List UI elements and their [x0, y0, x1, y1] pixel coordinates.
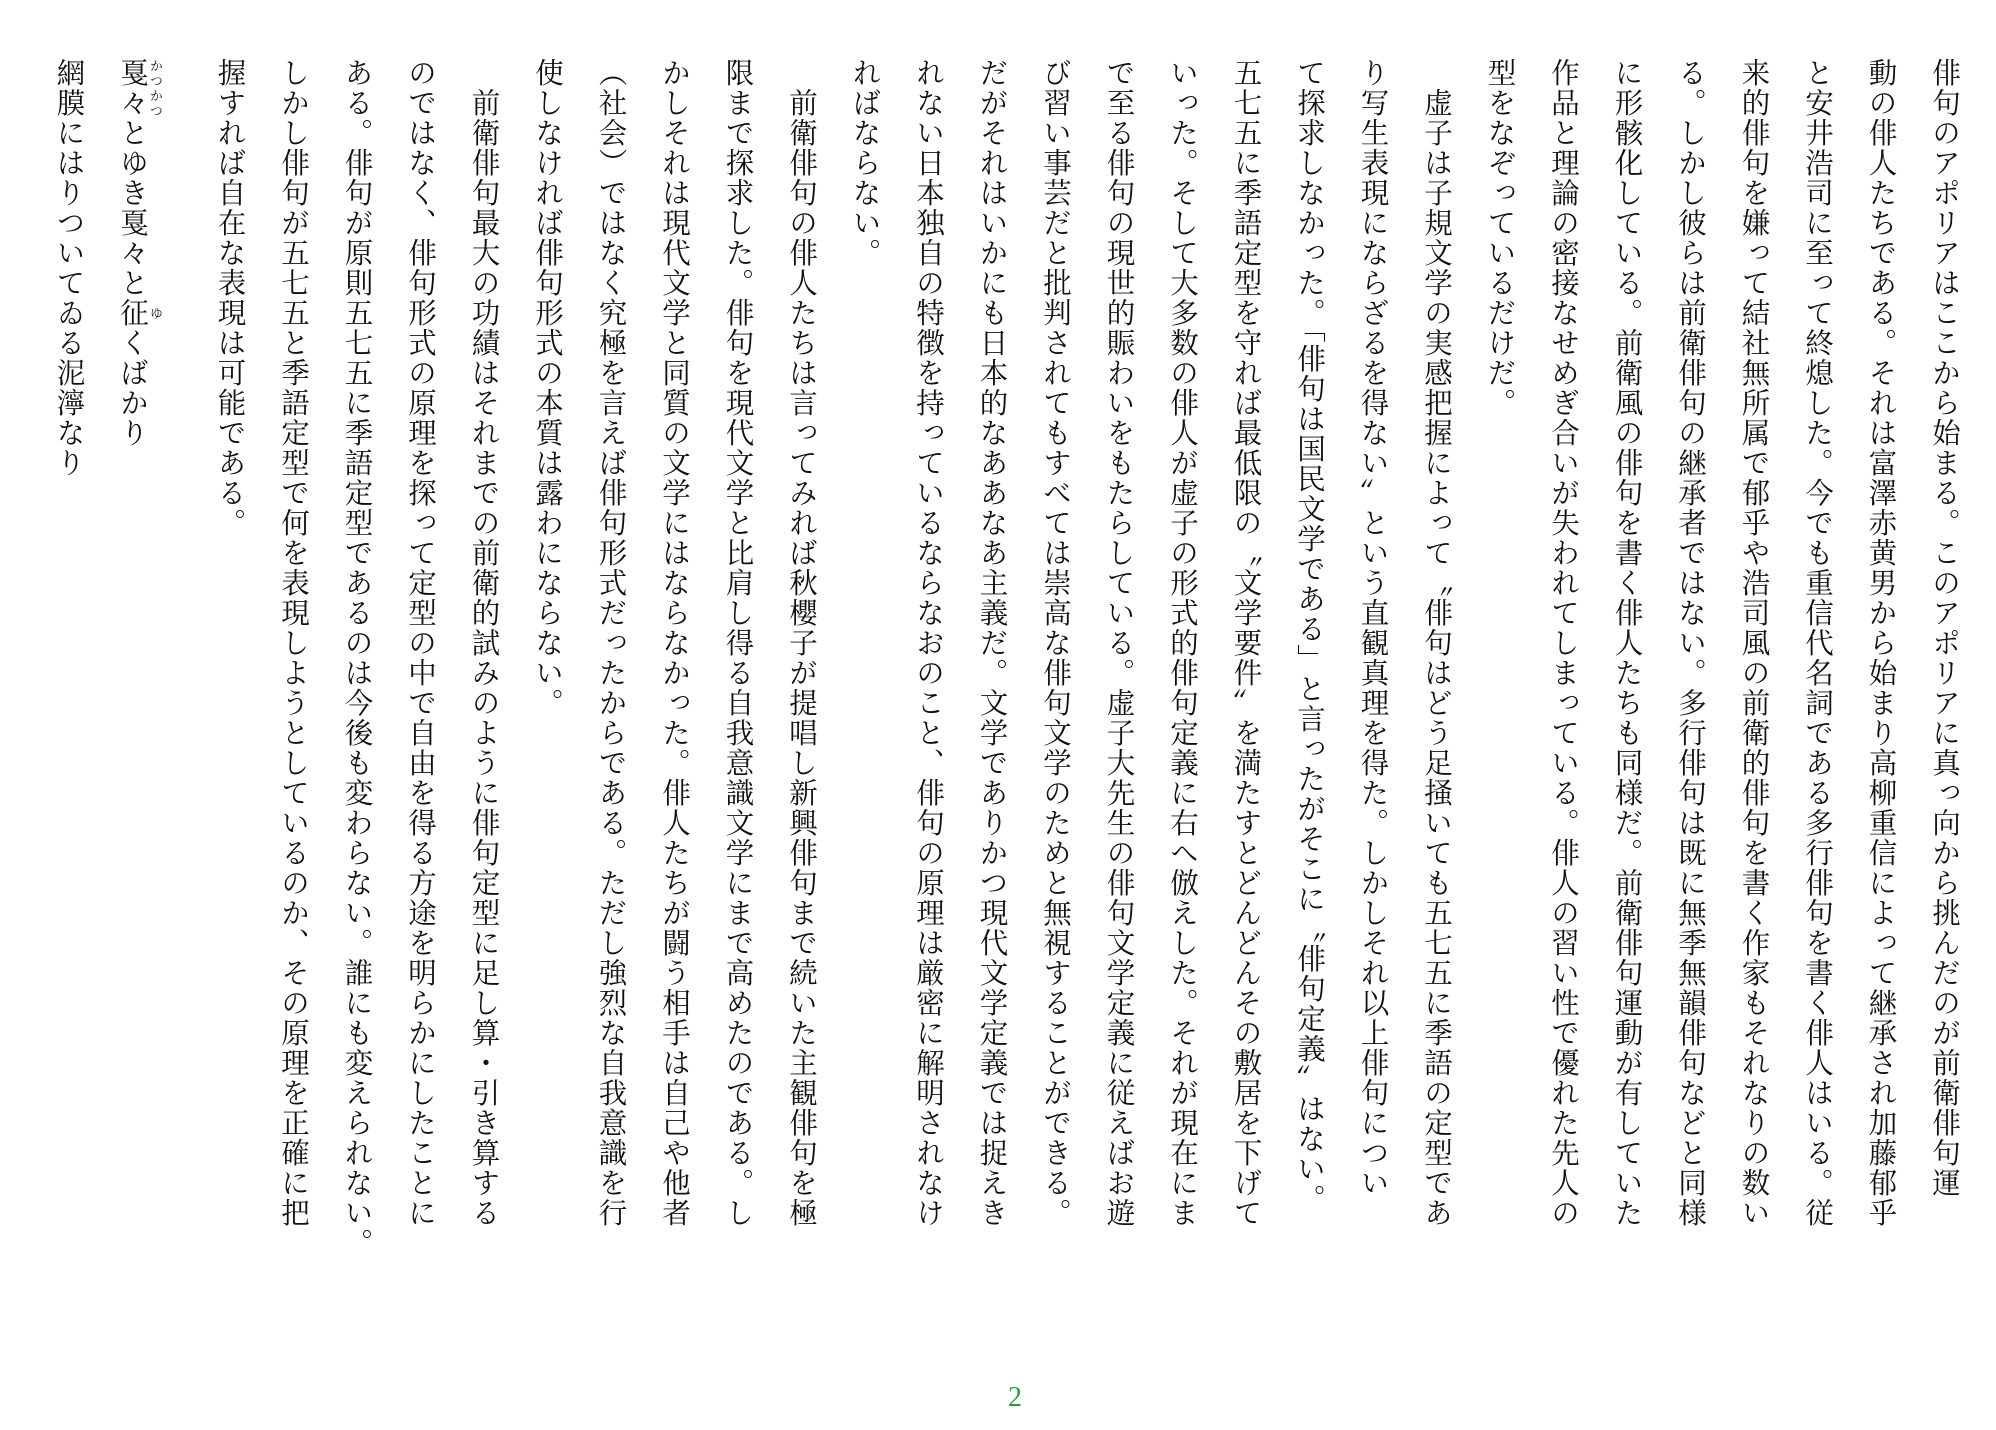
text-line: ある。俳句が原則五七五に季語定型であるのは今後も変わらない。誰にも変えられない。: [340, 58, 374, 1258]
page-number: 2: [1008, 1382, 1022, 1413]
text-line: だがそれはいかにも日本的なああなあ主義だ。文学でありかつ現代文学定義では捉えき: [975, 58, 1009, 1228]
ruby-text: ゆ: [147, 298, 162, 328]
text-line: に形骸化している。前衛風の俳句を書く俳人たちも同様だ。前衛俳句運動が有していた: [1610, 58, 1644, 1228]
ruby-katsukatsu: [116, 58, 162, 118]
text-line: で至る俳句の現世的賑わいをもたらしている。虚子大先生の俳句文学定義に従えばお遊: [1102, 58, 1136, 1228]
ruby-yuku: [116, 298, 162, 328]
text-line: り写生表現にならざるを得ない〟という直観真理を得た。しかしそれ以上俳句につい: [1356, 58, 1390, 1198]
text-line: 作品と理論の密接なせめぎ合いが失われてしまっている。俳人の習い性で優れた先人の: [1547, 58, 1580, 1228]
vertical-text-body: [37, 58, 1976, 1388]
text-line: かしそれは現代文学と同質の文学にはならなかった。俳人たちが闘う相手は自己や他者: [658, 58, 691, 1228]
text-line: のではなく、俳句形式の原理を探って定型の中で自由を得る方途を明らかにしたことに: [404, 58, 437, 1228]
ruby-base: 征: [116, 298, 149, 328]
text-line: 来的俳句を嫌って結社無所属で郁乎や浩司風の前衛的俳句を書く作家もそれなりの数い: [1737, 58, 1771, 1228]
text-line: と安井浩司に至って終熄した。今でも重信代名詞である多行俳句を書く俳人はいる。従: [1801, 58, 1834, 1228]
text-line: 限まで探求した。俳句を現代文学と比肩し得る自我意識文学にまで高めたのである。し: [721, 58, 755, 1228]
text-line: （社会）ではなく究極を言えば俳句形式だったからである。ただし強烈な自我意識を行: [594, 58, 628, 1228]
text-line: る。しかし彼らは前衛俳句の継承者ではない。多行俳句は既に無季無韻俳句などと同様: [1674, 58, 1707, 1228]
ruby-text: かつかつ: [147, 58, 162, 118]
haiku-line-2: 網膜にはりついてゐる泥濘なり: [52, 58, 86, 478]
text-line: て探求しなかった。「俳句は国民文学である」と言ったがそこに〝俳句定義〟はない。: [1293, 58, 1326, 1214]
text-line: 動の俳人たちである。それは富澤赤黄男から始まり高柳重信によって継承され加藤郁乎: [1864, 58, 1898, 1228]
text-line: 俳句のアポリアはここから始まる。このアポリアに真っ向から挑んだのが前衛俳句運: [1928, 58, 1961, 1198]
text-line: 前衛俳句最大の功績はそれまでの前衛的試みのように俳句定型に足し算・引き算する: [467, 58, 501, 1228]
text-line: 前衛俳句の俳人たちは言ってみれば秋櫻子が提唱し新興俳句まで続いた主観俳句を極: [785, 58, 818, 1228]
text-line: れない日本独自の特徴を持っているならなおのこと、俳句の原理は厳密に解明されなけ: [912, 58, 945, 1228]
text-line: 使しなければ俳句形式の本質は露わにならない。: [531, 58, 564, 718]
text-line: ればならない。: [848, 58, 882, 268]
text-line: び習い事芸だと批判されてもすべては崇高な俳句文学のためと無視することができる。: [1039, 58, 1072, 1228]
text-line: しかし俳句が五七五と季語定型で何を表現しようとしているのか、その原理を正確に把: [277, 58, 310, 1228]
text-line: 型をなぞっているだけだ。: [1483, 58, 1517, 418]
haiku-text: くばかり: [116, 328, 149, 448]
column-gap: [164, 58, 198, 1388]
text-line: 五七五に季語定型を守れば最低限の〝文学要件〟を満たすとどんどんその敷居を下げて: [1229, 58, 1263, 1228]
text-line: 握すれば自在な表現は可能である。: [213, 58, 247, 538]
text-line: 虚子は子規文学の実感把握によって〝俳句はどう足掻いても五七五に季語の定型であ: [1420, 58, 1453, 1228]
haiku-text: とゆき戛々と: [116, 118, 149, 298]
text-line: いった。そして大多数の俳人が虚子の形式的俳句定義に右へ倣えした。それが現在にま: [1166, 58, 1199, 1228]
ruby-base: 戛々: [116, 58, 149, 118]
haiku-line-1: [101, 58, 165, 1388]
